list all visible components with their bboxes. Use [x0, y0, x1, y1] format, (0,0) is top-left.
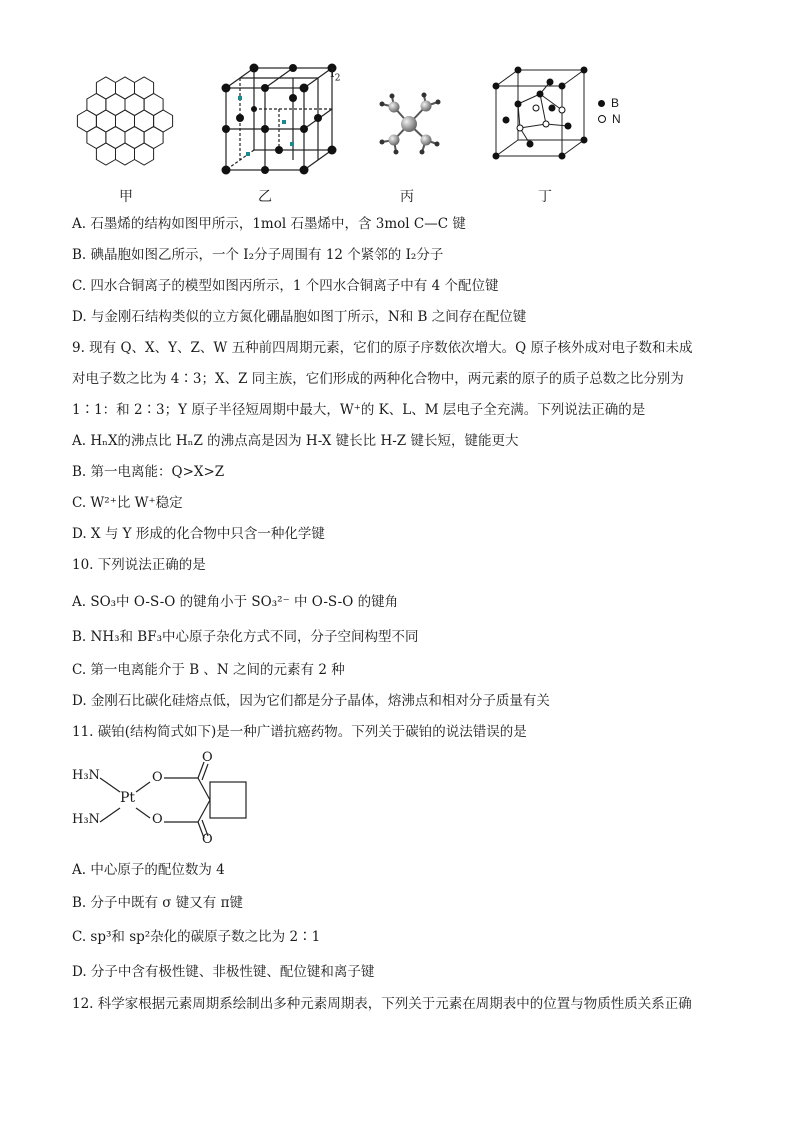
- q10-option-a: A. SO₃中 O-S-O 的键角小于 SO₃²⁻ 中 O-S-O 的键角: [72, 594, 399, 610]
- q9-stem-line1: 9. 现有 Q、X、Y、Z、W 五种前四周期元素，它们的原子序数依次增大。Q 原子核外成对电子数和未成: [72, 340, 693, 356]
- iodine-label: $I_2$: [330, 66, 341, 84]
- q9-stem-line2: 对电子数之比为 4∶3；X、Z 同主族，它们形成的两种化合物中，两元素的原子的质子总数之比分别为: [72, 371, 684, 387]
- q11-option-a: A. 中心原子的配位数为 4: [72, 862, 225, 878]
- h3n-bottom: H₃N: [72, 812, 100, 827]
- graphene-structure-figure: [66, 64, 184, 179]
- tetraaquacopper-model-figure: [374, 92, 444, 160]
- legend-b-dot: [598, 100, 605, 107]
- q10-stem: 10. 下列说法正确的是: [72, 557, 206, 573]
- hexagon-ring: [116, 143, 135, 165]
- q8-option-b: B. 碘晶胞如图乙所示，一个 I₂分子周围有 12 个紧邻的 I₂分子: [72, 247, 444, 263]
- o-bottom: O: [152, 812, 163, 827]
- o-carbonyl-top: O: [202, 750, 213, 765]
- hexagon-ring: [96, 143, 115, 165]
- q11-option-d: D. 分子中含有极性键、非极性键、配位键和离子键: [72, 964, 375, 980]
- caption-yi: 乙: [258, 189, 272, 205]
- q11-stem: 11. 碳铂(结构简式如下)是一种广谱抗癌药物。下列关于碳铂的说法错误的是: [72, 724, 527, 740]
- q10-option-b: B. NH₃和 BF₃中心原子杂化方式不同，分子空间构型不同: [72, 629, 419, 645]
- q10-option-c: C. 第一电离能介于 B 、N 之间的元素有 2 种: [72, 662, 345, 678]
- figure-row: [0, 0, 794, 210]
- q9-stem-line3: 1∶1：和 2∶3；Y 原子半径短周期中最大，W⁺的 K、L、M 层电子全充满。下列说法正确的是: [72, 402, 646, 418]
- pt-atom: Pt: [120, 790, 136, 806]
- caption-ding: 丁: [538, 189, 552, 205]
- legend-n: N: [598, 112, 621, 126]
- h3n-top: H₃N: [72, 768, 100, 783]
- q9-option-d: D. X 与 Y 形成的化合物中只含一种化学键: [72, 526, 325, 542]
- boron-nitride-unit-cell-figure: [490, 64, 590, 166]
- iodine-unit-cell-figure: [216, 60, 346, 180]
- q8-option-d: D. 与金刚石结构类似的立方氮化硼晶胞如图丁所示，N和 B 之间存在配位键: [72, 309, 527, 325]
- carboplatin-bonds: [70, 752, 260, 850]
- q9-option-c: C. W²⁺比 W⁺稳定: [72, 495, 183, 511]
- q8-option-a: A. 石墨烯的结构如图甲所示，1mol 石墨烯中，含 3mol C—C 键: [72, 216, 466, 232]
- q10-option-d: D. 金刚石比碳化硅熔点低，因为它们都是分子晶体，熔沸点和相对分子质量有关: [72, 693, 550, 709]
- caption-jia: 甲: [119, 189, 133, 205]
- o-carbonyl-bottom: O: [202, 832, 213, 847]
- caption-bing: 丙: [400, 189, 414, 205]
- legend-n-dot: [598, 115, 606, 123]
- hexagon-ring: [135, 143, 154, 165]
- legend-b: B: [598, 96, 619, 110]
- q12-stem: 12. 科学家根据元素周期系绘制出多种元素周期表，下列关于元素在周期表中的位置与物质性质关系正确: [72, 996, 692, 1012]
- q9-option-a: A. HₙX的沸点比 HₙZ 的沸点高是因为 H-X 键长比 H-Z 键长短，键能更大: [72, 433, 519, 449]
- carboplatin-structure: [70, 752, 260, 850]
- q8-option-c: C. 四水合铜离子的模型如图丙所示，1 个四水合铜离子中有 4 个配位键: [72, 278, 499, 294]
- q11-option-b: B. 分子中既有 σ 键又有 π键: [72, 895, 243, 911]
- o-top: O: [152, 770, 163, 785]
- q11-option-c: C. sp³和 sp²杂化的碳原子数之比为 2∶1: [72, 929, 321, 945]
- q9-option-b: B. 第一电离能：Q>X>Z: [72, 464, 225, 480]
